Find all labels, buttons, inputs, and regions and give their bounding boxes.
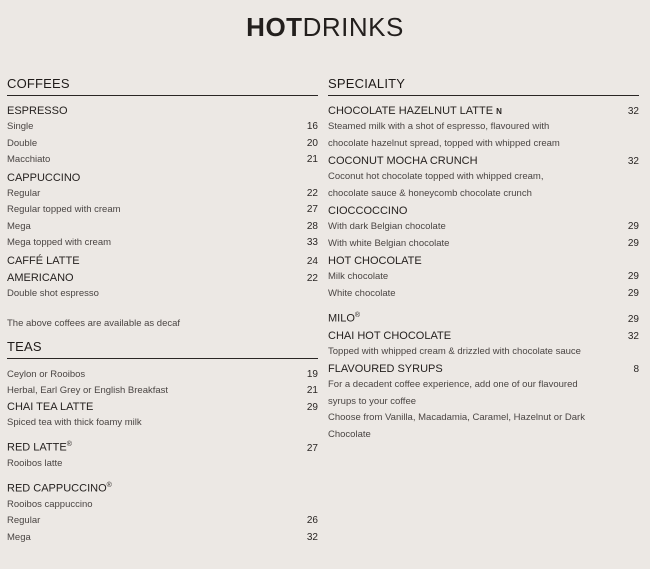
chai-tea-latte-row	[7, 400, 318, 415]
menu-row	[7, 513, 318, 530]
choc-hazelnut-row	[328, 104, 639, 119]
menu-row	[7, 530, 318, 547]
item-price: 19	[306, 368, 318, 380]
item-price: 22	[306, 187, 318, 199]
espresso-group	[7, 104, 318, 169]
red-latte-title: RED LATTE®	[7, 441, 72, 454]
red-cappuccino-title: RED CAPPUCCINO®	[7, 482, 112, 495]
speciality-header: SPECIALITY	[328, 76, 639, 96]
milo-title: MILO®	[328, 312, 361, 325]
nut-badge: N	[496, 107, 502, 116]
espresso-title: ESPRESSO	[7, 105, 68, 117]
item-price: 33	[306, 237, 318, 248]
item-price: 29	[306, 401, 318, 413]
red-latte-desc: Rooibos latte	[7, 457, 63, 469]
item-price: 26	[306, 515, 318, 527]
chai-tea-latte-title: CHAI TEA LATTE	[7, 400, 94, 413]
red-cappuccino-desc: Rooibos cappuccino	[7, 498, 93, 510]
item-label: Milk chocolate	[328, 271, 389, 282]
right-column	[328, 76, 639, 443]
item-label: Regular	[7, 515, 41, 527]
title-bold: HOT	[246, 12, 303, 42]
milo-row	[328, 308, 639, 327]
item-price: 32	[627, 106, 639, 117]
choc-hazelnut-desc-1: Steamed milk with a shot of espresso, flavoured with	[328, 121, 550, 132]
americano-row	[7, 271, 318, 286]
item-label: Regular topped with cream	[7, 204, 121, 215]
caffe-latte-row	[7, 254, 318, 269]
item-price: 16	[306, 121, 318, 132]
menu-row	[328, 219, 639, 236]
item-price: 32	[627, 330, 639, 342]
cioccoccino-title: CIOCCOCCINO	[328, 205, 408, 217]
syrups-desc-1: For a decadent coffee experience, add one of our flavoured	[328, 379, 578, 391]
americano-desc: Double shot espresso	[7, 287, 99, 299]
choc-hazelnut-title: CHOCOLATE HAZELNUT LATTE N	[328, 105, 502, 117]
item-price: 32	[306, 531, 318, 543]
item-price: 29	[627, 221, 639, 232]
americano-title: AMERICANO	[7, 271, 74, 284]
hot-chocolate-title: HOT CHOCOLATE	[328, 255, 422, 267]
coconut-mocha-row	[328, 154, 639, 169]
syrups-desc-4: Chocolate	[328, 428, 371, 440]
menu-title	[0, 12, 650, 43]
registered-mark: ®	[106, 482, 112, 490]
item-price: 27	[306, 442, 318, 454]
left-column	[7, 76, 318, 546]
item-price: 29	[627, 271, 639, 282]
menu-row	[7, 202, 318, 219]
menu-row	[7, 152, 318, 169]
menu-row	[7, 235, 318, 252]
item-label: Ceylon or Rooibos	[7, 368, 86, 380]
item-label: Single	[7, 121, 34, 132]
choc-hazelnut-desc-2: chocolate hazelnut spread, topped with whipped cream	[328, 137, 560, 149]
syrups-desc-2: syrups to your coffee	[328, 395, 417, 407]
item-label: Double	[7, 137, 38, 149]
item-price: 21	[306, 385, 318, 396]
menu-row	[7, 119, 318, 136]
coconut-mocha-desc-2: chocolate sauce & honeycomb chocolate crunch	[328, 187, 532, 199]
menu-row	[7, 186, 318, 203]
cappuccino-title: CAPPUCCINO	[7, 171, 81, 184]
item-label: Mega	[7, 220, 31, 232]
menu-row	[328, 269, 639, 286]
flavoured-syrups-row	[328, 362, 639, 377]
item-price: 21	[306, 154, 318, 165]
item-label: With white Belgian chocolate	[328, 237, 450, 249]
registered-mark: ®	[354, 312, 361, 319]
cappuccino-group	[7, 171, 318, 252]
flavoured-syrups-title: FLAVOURED SYRUPS	[328, 363, 443, 376]
coconut-mocha-desc-1: Coconut hot chocolate topped with whipped cream,	[328, 171, 544, 182]
item-price: 32	[627, 156, 639, 167]
item-price: 20	[306, 137, 318, 149]
menu-row	[328, 286, 639, 303]
item-price: 28	[306, 220, 318, 232]
coconut-mocha-title: COCONUT MOCHA CRUNCH	[328, 155, 478, 167]
item-label: Regular	[7, 187, 41, 199]
item-label: Mega topped with cream	[7, 237, 112, 248]
menu-row	[7, 136, 318, 153]
chai-tea-latte-desc: Spiced tea with thick foamy milk	[7, 416, 142, 428]
item-price: 24	[306, 255, 318, 267]
item-price: 29	[627, 237, 639, 249]
chai-hot-chocolate-desc: Topped with whipped cream & drizzled with chocolate sauce	[328, 345, 581, 357]
item-price: 8	[633, 364, 639, 376]
menu-row	[7, 367, 318, 384]
chai-hot-chocolate-title: CHAI HOT CHOCOLATE	[328, 329, 452, 342]
menu-row	[7, 383, 318, 400]
menu-row	[7, 219, 318, 236]
item-price: 22	[306, 272, 318, 284]
item-label: With dark Belgian chocolate	[328, 221, 446, 232]
red-latte-row	[7, 437, 318, 456]
item-label: Mega	[7, 531, 31, 543]
item-price: 29	[627, 287, 639, 299]
chai-hot-chocolate-row	[328, 329, 639, 344]
item-label: Macchiato	[7, 154, 51, 165]
item-price: 27	[306, 204, 318, 215]
coffees-header: COFFEES	[7, 76, 318, 96]
caffe-latte-title: CAFFÉ LATTE	[7, 254, 80, 267]
menu-row	[328, 236, 639, 253]
item-label: White chocolate	[328, 287, 396, 299]
teas-header: TEAS	[7, 339, 318, 359]
registered-mark: ®	[66, 441, 72, 448]
item-price: 29	[627, 313, 639, 325]
title-light: DRINKS	[302, 12, 404, 42]
syrups-desc-3: Choose from Vanilla, Macadamia, Caramel, Hazelnut or Dark	[328, 412, 585, 424]
decaf-note: The above coffees are available as decaf	[7, 318, 181, 329]
item-label: Herbal, Earl Grey or English Breakfast	[7, 385, 169, 396]
